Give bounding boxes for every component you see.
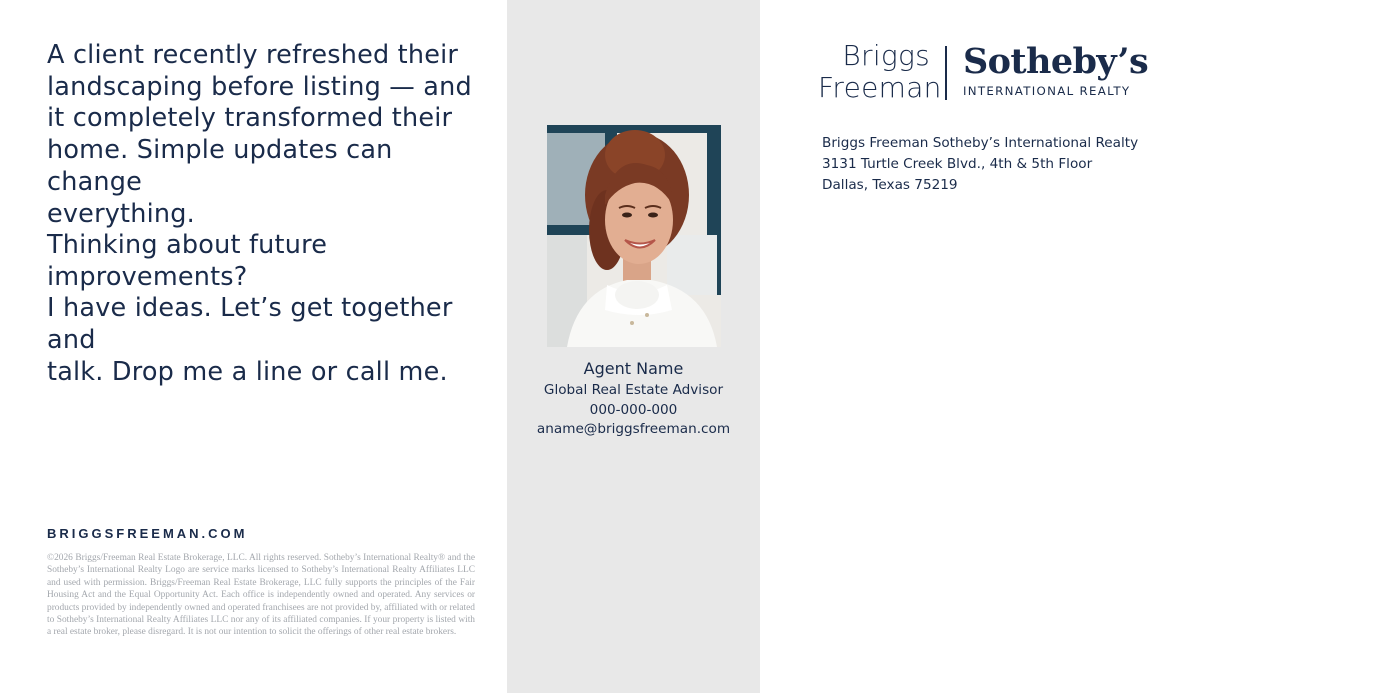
- legal-disclaimer: ©2026 Briggs/Freeman Real Estate Brokerage, LLC. All rights reserved. Sotheby’s International Realty® and the Sotheby’s International Realty Logo are service marks licensed to Sotheby’s International Realty Affiliates LLC and used with permission. Briggs/Freeman Real Estate Brokerage, LLC fully supports the principles of the Fair Housing Act and the Equal Opportunity Act. Each office is independently owned and operated. Any services or products provided by independently owned and operated franchisees are not provided by, affiliated with or related to Sotheby’s International Realty Affiliates LLC nor any of its affiliated companies. If your property is listed with a real estate broker, please disregard. It is not our intention to solicit the offerings of other real estate brokers.: [47, 553, 475, 638]
- logo-sothebys-block: [963, 40, 1149, 98]
- agent-photo: [547, 125, 721, 347]
- logo-line-briggs: Briggs: [842, 39, 930, 72]
- address-line-company: Briggs Freeman Sotheby’s International Realty: [822, 135, 1139, 151]
- agent-title: Global Real Estate Advisor: [543, 382, 724, 398]
- logo-sothebys: Sotheby’s: [963, 41, 1149, 82]
- logo-briggs-freeman: [818, 39, 942, 104]
- call-to-action-paragraph: Thinking about future improvements? I have ideas. Let’s get together and talk. Drop me a line or call me.: [47, 230, 453, 387]
- agent-phone[interactable]: 000-000-000: [589, 401, 678, 418]
- agent-panel: [507, 0, 760, 693]
- address-line-city: Dallas, Texas 75219: [822, 177, 958, 193]
- agent-email[interactable]: aname@briggsfreeman.com: [536, 421, 731, 437]
- brand-logo: [818, 39, 1149, 110]
- address-line-street: 3131 Turtle Creek Blvd., 4th & 5th Floor: [822, 156, 1093, 172]
- office-address: [822, 133, 1138, 196]
- right-panel: [760, 0, 1392, 693]
- left-panel: [0, 0, 507, 693]
- intro-paragraph: A client recently refreshed their landscaping before listing — and it completely transformed their home. Simple updates can change everything.: [47, 40, 472, 229]
- website-link[interactable]: BRIGGSFREEMAN.COM: [47, 526, 248, 541]
- agent-info: [507, 358, 760, 440]
- agent-name: Agent Name: [583, 359, 684, 378]
- logo-international-realty: INTERNATIONAL REALTY: [963, 84, 1131, 98]
- logo-line-freeman: Freeman: [818, 71, 942, 104]
- logo-divider: [945, 46, 947, 100]
